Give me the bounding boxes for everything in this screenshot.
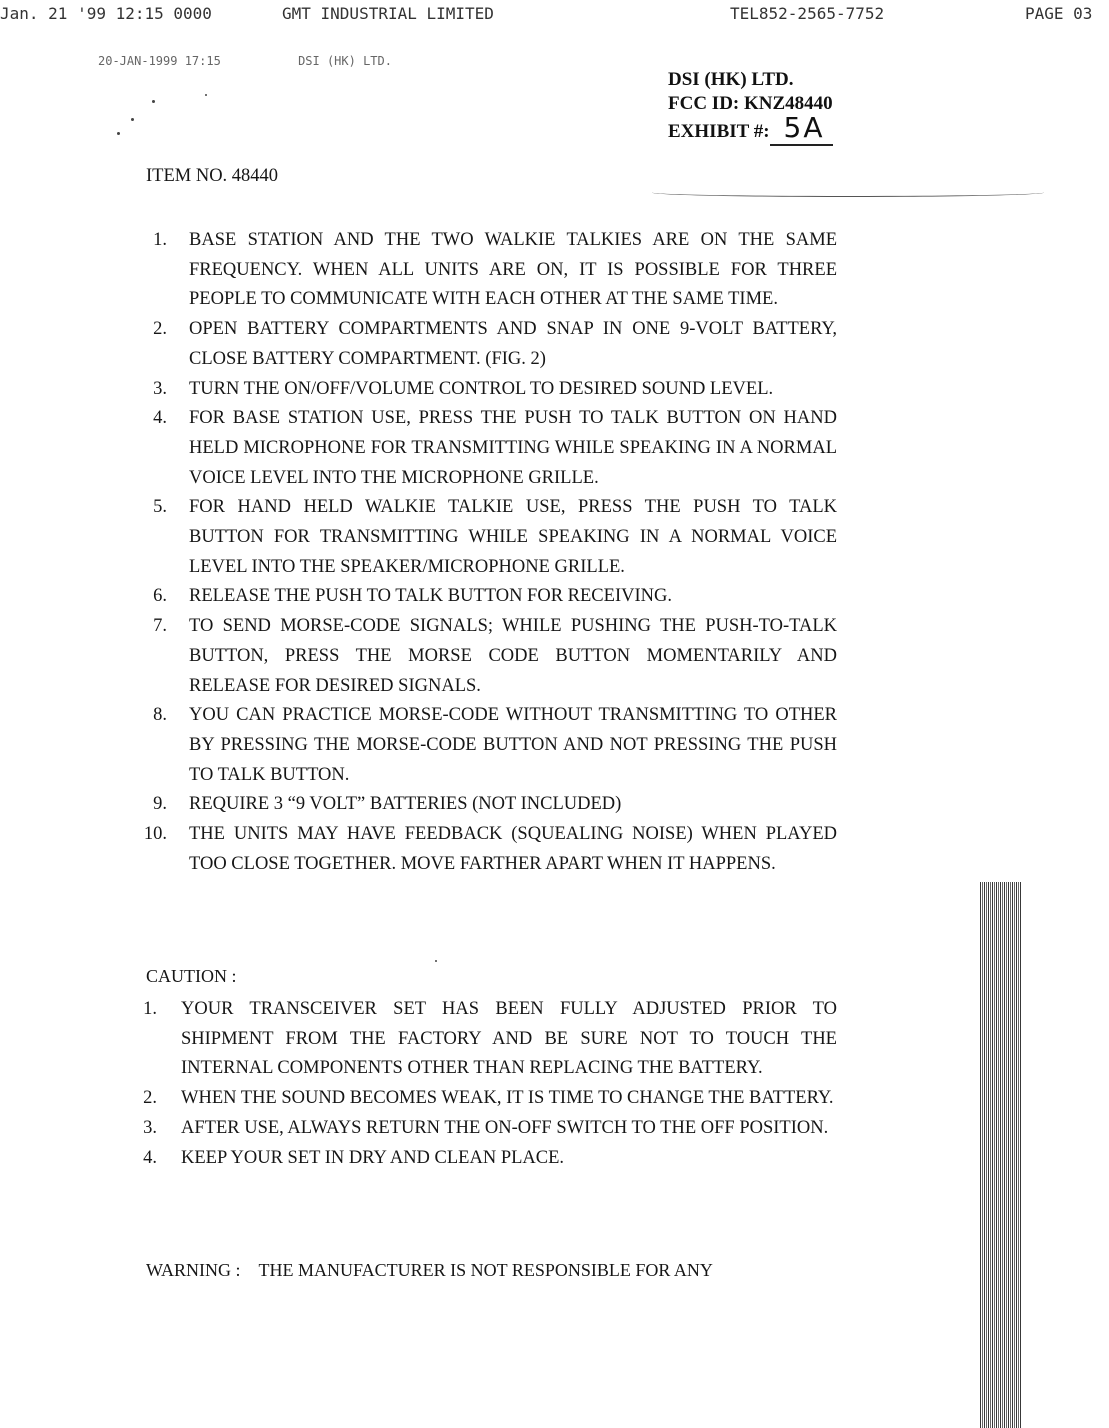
list-item [143,1144,837,1174]
fax-page-number: PAGE 03 [1025,4,1093,23]
list-item [143,995,837,1084]
warning-label: WARNING : [146,1260,241,1280]
item-num: 2. [143,1088,157,1109]
item-num: 1. [143,999,157,1019]
item-text: FOR HAND HELD WALKIE TALKIE USE, PRESS THE PUSH TO TALK BUTTON FOR TRANSMITTING WHILE SPEAKING IN A NORMAL VOICE LEVEL INTO THE SPEAKER/MICROPHONE GRILLE. [189,497,837,577]
item-text: YOU CAN PRACTICE MORSE-CODE WITHOUT TRANSMITTING TO OTHER BY PRESSING THE MORSE-CODE BUTTON AND NOT PRESSING THE PUSH TO TALK BUTTON. [189,705,837,785]
list-item [153,582,837,612]
warning-line [146,1260,713,1281]
fcc-exhibit [668,111,833,144]
fcc-id: FCC ID: KNZ48440 [668,93,833,114]
list-item [153,315,837,374]
fcc-info-block [668,68,833,144]
item-text: TURN THE ON/OFF/VOLUME CONTROL TO DESIRED SOUND LEVEL. [189,378,774,399]
fcc-company: DSI (HK) LTD. [668,69,794,90]
item-num: 10. [143,824,167,845]
item-num: 2. [153,319,167,340]
item-text: AFTER USE, ALWAYS RETURN THE ON-OFF SWITCH TO THE OFF POSITION. [181,1117,829,1138]
list-item [153,226,837,315]
item-num: 3. [153,378,167,399]
item-num: 4. [143,1147,157,1168]
list-item [153,701,837,790]
fax-company: GMT INDUSTRIAL LIMITED [282,4,494,23]
fcc-exhibit-value: 5A [770,111,833,146]
item-text: FOR BASE STATION USE, PRESS THE PUSH TO TALK BUTTON ON HAND HELD MICROPHONE FOR TRANSMITTING WHILE SPEAKING IN A NORMAL VOICE LEVEL INTO THE MICROPHONE GRILLE. [189,408,837,488]
fcc-divider [652,188,1044,197]
list-item [143,820,837,879]
caution-heading: CAUTION : [146,966,237,986]
item-number: ITEM NO. 48440 [146,166,279,186]
item-num: 4. [153,408,167,429]
list-item [153,404,837,493]
item-num: 8. [153,705,167,726]
fcc-exhibit-label: EXHIBIT #: [668,121,770,142]
caution-list [143,995,837,1173]
fax-sub-sender: DSI (HK) LTD. [298,54,392,68]
item-text: REQUIRE 3 “9 VOLT” BATTERIES (NOT INCLUDED) [189,794,622,815]
item-text: YOUR TRANSCEIVER SET HAS BEEN FULLY ADJUSTED PRIOR TO SHIPMENT FROM THE FACTORY AND BE SURE NOT TO TOUCH THE INTERNAL COMPONENTS OTHER THAN REPLACING THE BATTERY. [181,999,837,1079]
item-num: 9. [153,794,167,815]
item-text: KEEP YOUR SET IN DRY AND CLEAN PLACE. [181,1147,565,1168]
item-text: TO SEND MORSE-CODE SIGNALS; WHILE PUSHING THE PUSH-TO-TALK BUTTON, PRESS THE MORSE CODE BUTTON MOMENTARILY AND RELEASE FOR DESIRED SIGNALS. [189,616,837,696]
fax-timestamp: Jan. 21 '99 12:15 0000 [0,4,212,23]
scan-speck [131,118,134,121]
scan-noise-strip [980,882,1022,1428]
list-item [153,375,837,405]
fax-subheader [98,54,462,68]
item-text: BASE STATION AND THE TWO WALKIE TALKIES ARE ON THE SAME FREQUENCY. WHEN ALL UNITS ARE ON, IT IS POSSIBLE FOR THREE PEOPLE TO COMMUNICATE WITH EACH OTHER AT THE SAME TIME. [189,230,837,310]
scan-speck [435,960,437,962]
scan-speck [152,100,155,103]
list-item [143,1114,837,1144]
list-item [153,790,837,820]
list-item [153,493,837,582]
warning-text: THE MANUFACTURER IS NOT RESPONSIBLE FOR ANY [258,1260,713,1280]
fax-telephone: TEL852-2565-7752 [730,4,885,23]
item-text: OPEN BATTERY COMPARTMENTS AND SNAP IN ONE 9-VOLT BATTERY, CLOSE BATTERY COMPARTMENT. (FIG. 2) [189,319,837,369]
item-text: WHEN THE SOUND BECOMES WEAK, IT IS TIME TO CHANGE THE BATTERY. [181,1088,834,1109]
fax-header [0,4,1109,28]
item-text: THE UNITS MAY HAVE FEEDBACK (SQUEALING NOISE) WHEN PLAYED TOO CLOSE TOGETHER. MOVE FARTHER APART WHEN IT HAPPENS. [189,824,837,874]
item-num: 7. [153,616,167,637]
item-num: 1. [153,230,167,250]
fax-sub-datetime: 20-JAN-1999 17:15 [98,54,221,68]
instructions-list [143,226,837,879]
item-num: 6. [153,586,167,607]
scan-speck [205,94,207,96]
item-num: 3. [143,1117,157,1138]
list-item [143,1084,837,1114]
item-num: 5. [153,497,167,518]
item-text: RELEASE THE PUSH TO TALK BUTTON FOR RECEIVING. [189,586,672,607]
scan-speck [117,132,120,135]
list-item [153,612,837,701]
